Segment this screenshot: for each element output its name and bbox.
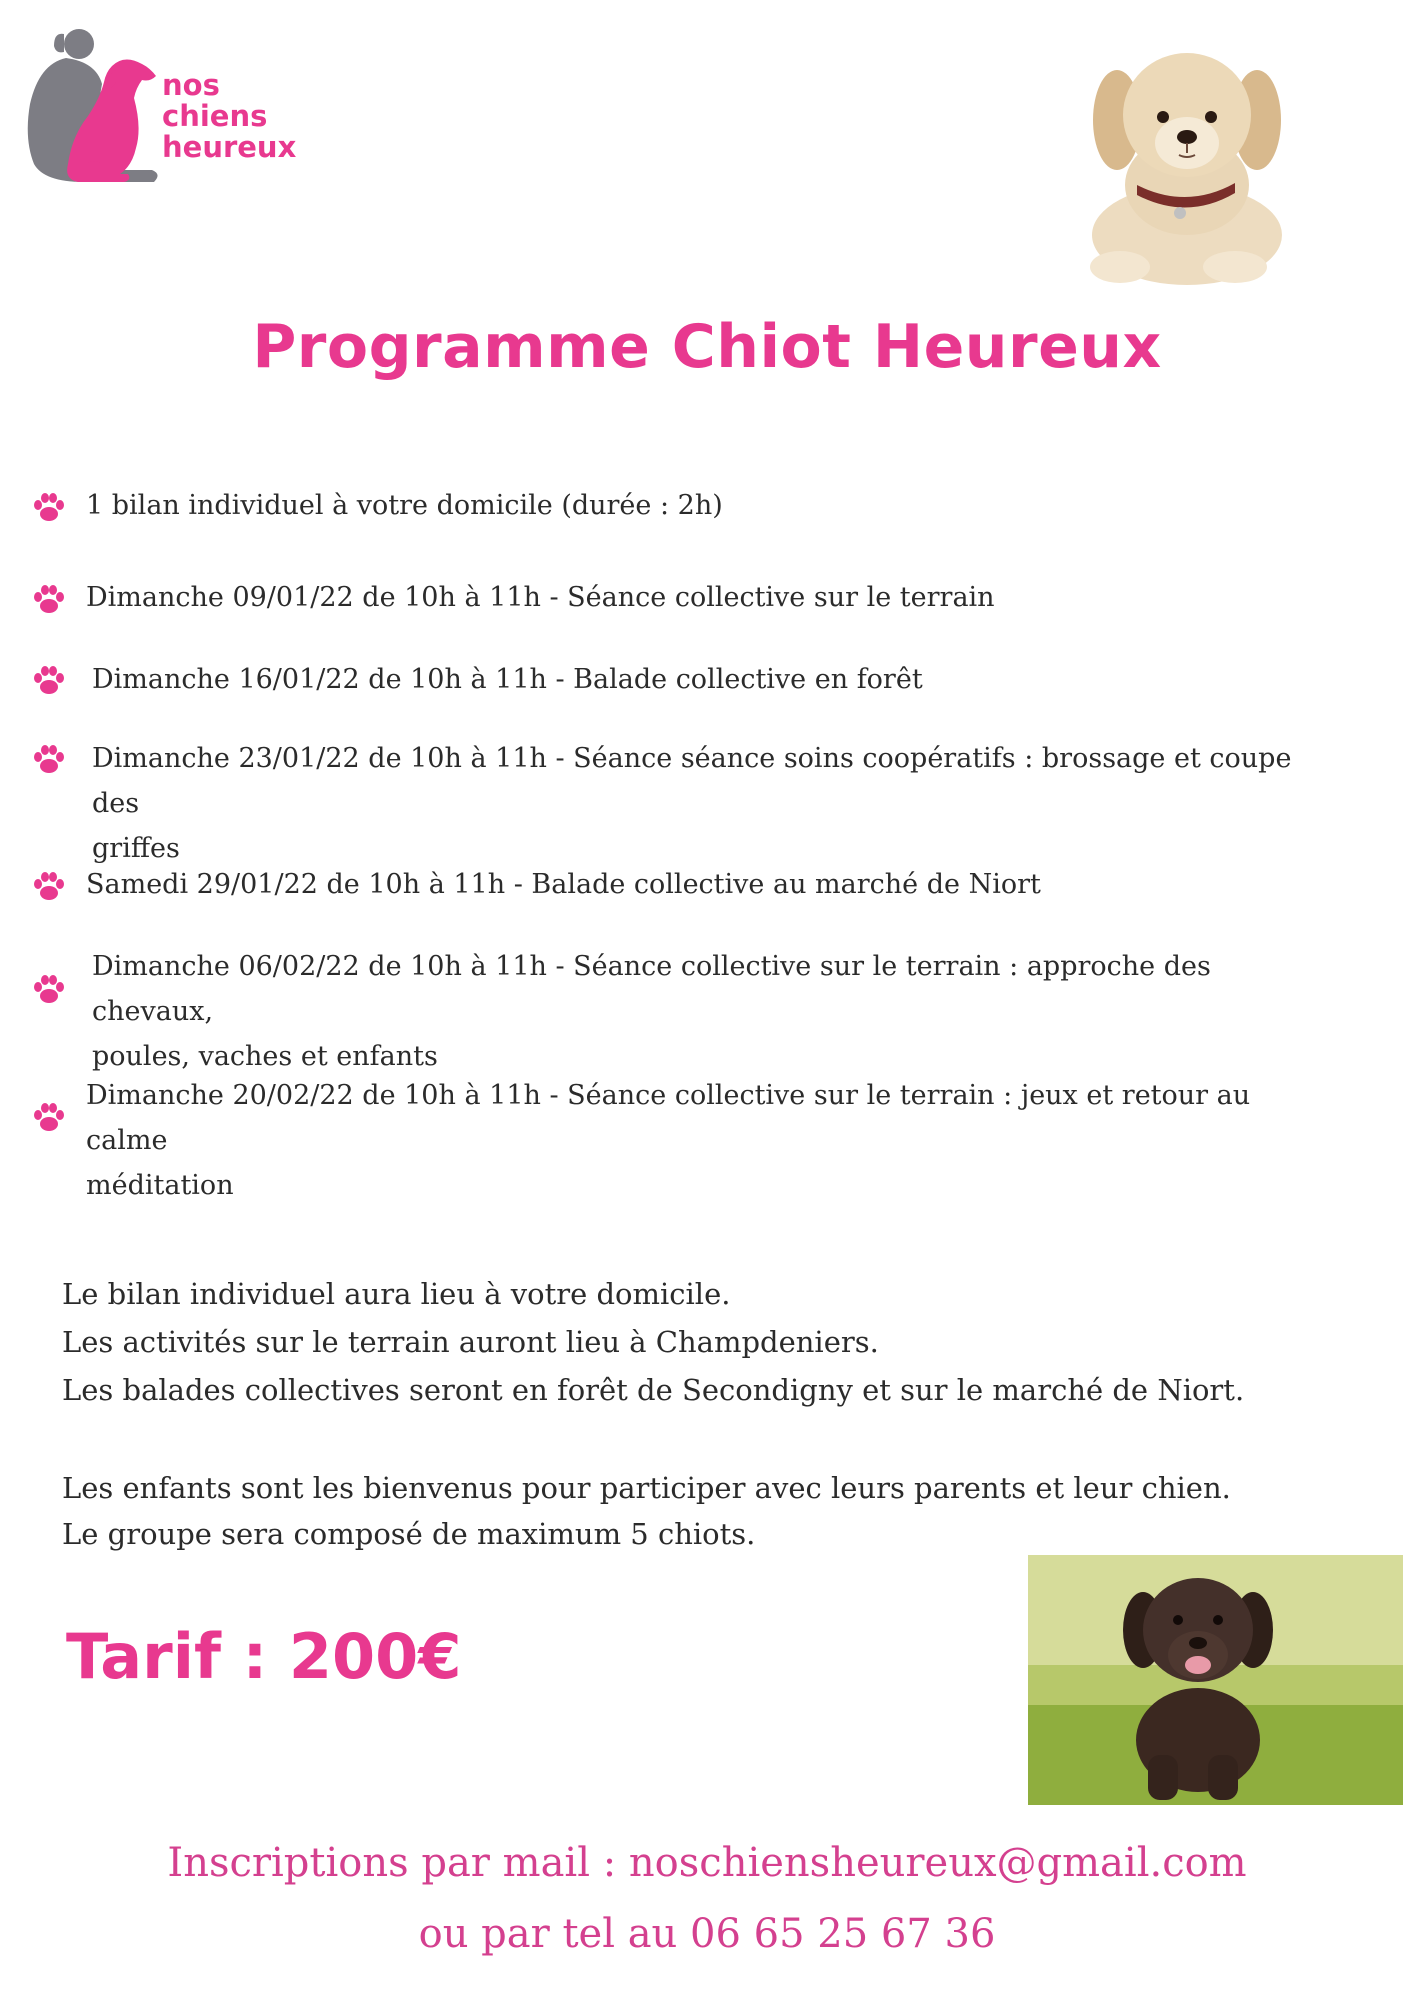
info-paragraph [62, 1465, 1231, 1557]
program-item-text: Dimanche 20/02/22 de 10h à 11h - Séance collective sur le terrain : jeux et retour au calme [86, 1080, 1251, 1156]
contact-tel-line: ou par tel au 06 65 25 67 36 [418, 1911, 996, 1957]
paw-icon [32, 972, 66, 1006]
golden-puppy-image [1075, 35, 1300, 290]
logo-line-3: heureux [162, 130, 297, 164]
info-line: Les enfants sont les bienvenus pour participer avec leurs parents et leur chien. [62, 1471, 1231, 1505]
program-item-text-continued: méditation [86, 1170, 234, 1201]
paw-icon [32, 490, 66, 524]
info-line: Le bilan individuel aura lieu à votre domicile. [62, 1277, 731, 1311]
program-item [86, 575, 1326, 620]
program-item-text: Samedi 29/01/22 de 10h à 11h - Balade collective au marché de Niort [86, 869, 1041, 900]
program-item [86, 1073, 1326, 1208]
program-item-text-continued: griffes [92, 833, 180, 864]
program-item [86, 862, 1326, 907]
contact-mail-line: Inscriptions par mail : noschiensheureux@gmail.com [167, 1840, 1247, 1886]
program-item [92, 657, 1332, 702]
program-item-text-continued: poules, vaches et enfants [92, 1041, 438, 1072]
paw-icon [32, 582, 66, 616]
logo-line-2: chiens [162, 99, 268, 133]
price-label: Tarif : 200€ [66, 1620, 462, 1693]
paw-icon [32, 869, 66, 903]
chocolate-puppy-image [1028, 1555, 1403, 1805]
logo-text [162, 70, 322, 163]
info-line: Les activités sur le terrain auront lieu à Champdeniers. [62, 1325, 879, 1359]
paw-icon [32, 663, 66, 697]
program-item-text: Dimanche 06/02/22 de 10h à 11h - Séance collective sur le terrain : approche des chevaux, [92, 951, 1211, 1027]
program-item-text: Dimanche 09/01/22 de 10h à 11h - Séance collective sur le terrain [86, 582, 995, 613]
program-item [92, 944, 1332, 1079]
info-line: Le groupe sera composé de maximum 5 chiots. [62, 1517, 756, 1551]
page-title: Programme Chiot Heureux [252, 312, 1162, 382]
paw-icon [32, 1100, 66, 1134]
program-item-text: Dimanche 23/01/22 de 10h à 11h - Séance séance soins coopératifs : brossage et coupe des [92, 743, 1292, 819]
logo-line-1: nos [162, 68, 220, 102]
paw-icon [32, 742, 66, 776]
program-item [92, 736, 1332, 871]
program-item [86, 483, 1326, 528]
program-item-text: 1 bilan individuel à votre domicile (durée : 2h) [86, 490, 723, 521]
info-line: Les balades collectives seront en forêt de Secondigny et sur le marché de Niort. [62, 1373, 1245, 1407]
program-item-text: Dimanche 16/01/22 de 10h à 11h - Balade collective en forêt [92, 664, 923, 695]
info-paragraph [62, 1270, 1244, 1414]
